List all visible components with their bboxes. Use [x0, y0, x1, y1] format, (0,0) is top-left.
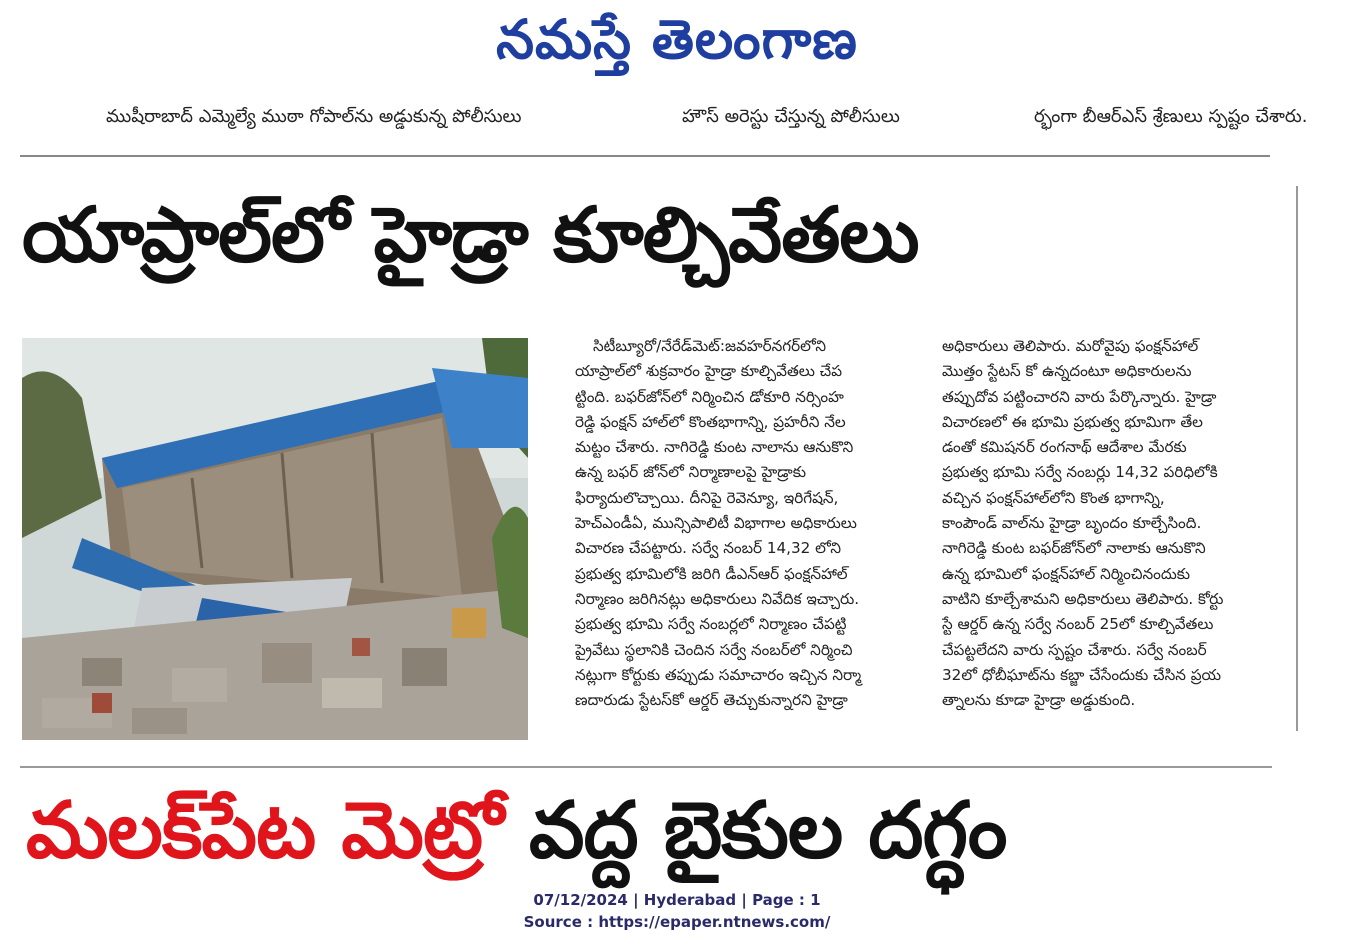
photo-caption-left: ముషీరాబాద్ ఎమ్మెల్యే ముఠా గోపాల్‌ను అడ్డుకున్న పోలీసులు: [106, 106, 522, 127]
article-line: వచ్చిన ఫంక్షన్‌హాల్‌లోని కొంత భాగాన్ని,: [942, 488, 1165, 507]
article-line: ఫిర్యాదులొచ్చాయి. దీనిపై రెవెన్యూ, ఇరిగేషన్,: [575, 488, 839, 507]
article-line: యాప్రాల్‌లో శుక్రవారం హైడ్రా కూల్చివేతలు చేప: [575, 362, 842, 381]
article-line: కాంపౌండ్ వాల్‌ను హైడ్రా బృందం కూల్చేసింది.: [942, 514, 1202, 533]
article-column-1: [575, 334, 930, 713]
second-headline-black: వద్ద బైకుల దగ్ధం: [502, 786, 1007, 876]
article-line: ణదారుడు స్టేటస్‌కో ఆర్డర్ తెచ్చుకున్నారని హైడ్రా: [575, 691, 848, 710]
article-line: ఉన్న భూమిలో ఫంక్షన్‌హాల్ నిర్మించినందుకు: [942, 564, 1190, 583]
article-line: ట్టింది. బఫర్‌జోన్‌లో నిర్మించిన డోకూరి నర్సింహ: [575, 387, 844, 406]
middle-divider: [20, 766, 1272, 768]
article-line: ప్రభుత్వ భూమి సర్వే నంబర్లు 14,32 పరిధిలోకి: [942, 463, 1218, 482]
article-line: నట్లుగా కోర్టుకు తప్పుడు సమాచారం ఇచ్చిన నిర్మా: [575, 665, 862, 684]
newspaper-masthead: నమస్తే తెలంగాణ: [496, 8, 858, 71]
right-column-divider: [1296, 186, 1298, 731]
article-line: విచారణ చేపట్టారు. సర్వే నంబర్ 14,32 లోని: [575, 539, 842, 558]
article-line: విచారణలో ఈ భూమి ప్రభుత్వ భూమిగా తేల: [942, 412, 1203, 431]
demolished-building-photo: [22, 338, 528, 740]
main-headline: యాప్రాల్‌లో హైడ్రా కూల్చివేతలు: [22, 190, 919, 279]
article-line: తప్పుదోవ పట్టించారని వారు పేర్కొన్నారు. హైడ్రా: [942, 387, 1217, 406]
article-line: మట్టం చేశారు. నాగిరెడ్డి కుంట నాలాను ఆనుకొని: [575, 438, 854, 457]
article-line: స్టే ఆర్డర్ ఉన్న సర్వే నంబర్ 25లో కూల్చివేతలు: [942, 615, 1214, 634]
article-line: చేపట్టలేదని వారు స్పష్టం చేశారు. సర్వే నంబర్: [942, 640, 1207, 659]
article-line: త్నాలను కూడా హైడ్రా అడ్డుకుంది.: [942, 691, 1136, 710]
article-line: 32లో ధోబీఘాట్‌ను కబ్జా చేసేందుకు చేసిన ప్రయ: [942, 665, 1222, 684]
article-line: ప్రభుత్వ భూమి సర్వే నంబర్లలో నిర్మాణం చేపట్టి: [575, 615, 847, 634]
article-line: నిర్మాణం జరిగినట్లు అధికారులు నివేదిక ఇచ్చారు.: [575, 589, 860, 608]
article-line: ప్రభుత్వ భూమిలోకి జరిగి డీఎన్ఆర్ ఫంక్షన్‌హాల్: [575, 564, 848, 583]
article-line: రెడ్డి ఫంక్షన్ హాల్‌లో కొంతభాగాన్ని, ప్రహరీని నేల: [575, 412, 846, 431]
article-column-2: [942, 334, 1277, 713]
article-line: ప్రైవేటు స్థలానికి చెందిన సర్వే నంబర్‌లో నిర్మించి: [575, 640, 853, 659]
top-divider: [20, 155, 1270, 157]
article-line: అధికారులు తెలిపారు. మరోవైపు ఫంక్షన్‌హాల్: [942, 337, 1199, 355]
footer-date-edition: 07/12/2024 | Hyderabad | Page : 1: [533, 891, 821, 909]
article-line: సిటీబ్యూరో/నేరేడ్‌మెట్:జవహర్‌నగర్‌లోని: [593, 337, 827, 355]
article-line: ఉన్న బఫర్ జోన్‌లో నిర్మాణాలపై హైడ్రాకు: [575, 463, 806, 482]
article-line: నాగిరెడ్డి కుంట బఫర్‌జోన్‌లో నాలాకు ఆనుకొని: [942, 539, 1206, 558]
photo-caption-right: ర్భంగా బీఆర్ఎస్ శ్రేణులు స్పష్టం చేశారు.: [1034, 106, 1308, 127]
photo-caption-middle: హౌస్ అరెస్టు చేస్తున్న పోలీసులు: [682, 106, 900, 127]
second-headline-red: మలక్‌పేట మెట్రో: [26, 786, 503, 876]
article-line: డంతో కమిషనర్ రంగనాథ్ ఆదేశాల మేరకు: [942, 438, 1187, 457]
article-line: హెచ్ఎండీఏ, మున్సిపాలిటీ విభాగాల అధికారులు: [575, 514, 857, 533]
footer-source-link[interactable]: Source : https://epaper.ntnews.com/: [523, 913, 831, 931]
second-headline: [26, 786, 1006, 895]
article-line: మొత్తం స్టేటస్ కో ఉన్నదంటూ అధికారులను: [942, 362, 1192, 381]
article-line: వాటిని కూల్చేశామని అధికారులు తెలిపారు. కోర్టు: [942, 589, 1224, 608]
